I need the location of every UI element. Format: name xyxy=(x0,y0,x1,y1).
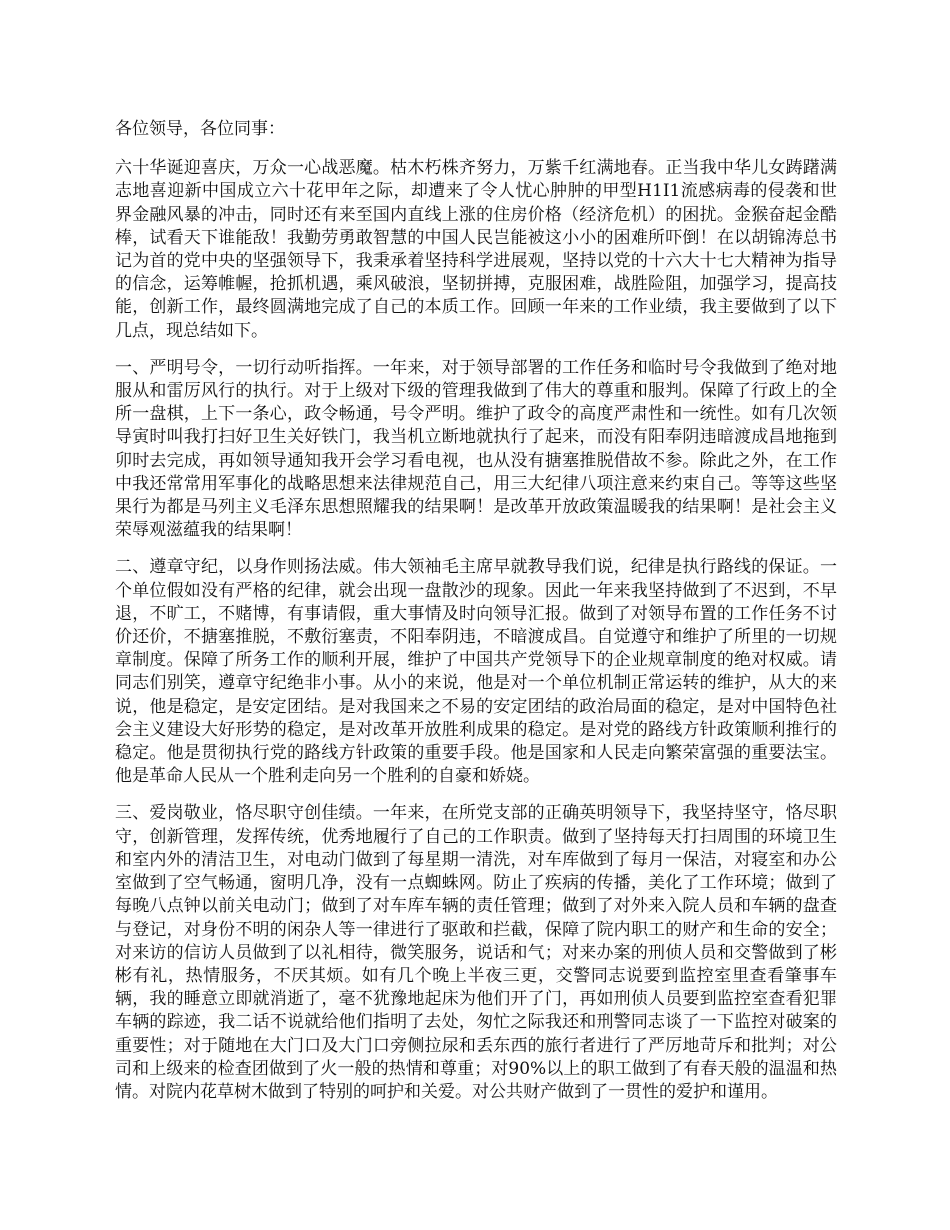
intro-paragraph: 六十华诞迎喜庆，万众一心战恶魔。枯木朽株齐努力，万紫千红满地春。正当我中华儿女踌躇满志地喜迎新中国成立六十花甲年之际，却遭来了令人忧心肿肿的甲型H1I1流感病毒的侵袭和世界金融风暴的冲击，同时还有来至国内直线上涨的住房价格（经济危机）的困扰。金猴奋起金酷棒，试看天下谁能敌！我勤劳勇敢智慧的中国人民岂能被这小小的困难所吓倒！在以胡锦涛总书记为首的党中央的坚强领导下，我秉承着坚持科学进展观，坚持以党的十六大十七大精神为指导的信念，运筹帷幄，抢抓机遇，乘风破浪，坚韧拼搏，克服困难，战胜险阻，加强学习，提高技能，创新工作，最终圆满地完成了自己的本质工作。回顾一年来的工作业绩，我主要做到了以下几点，现总结如下。 xyxy=(115,158,837,341)
document-body xyxy=(115,118,837,1118)
section-two-paragraph: 二、遵章守纪，以身作则扬法威。伟大领袖毛主席早就教导我们说，纪律是执行路线的保证。一个单位假如没有严格的纪律，就会出现一盘散沙的现象。因此一年来我坚持做到了不迟到，不早退，不旷工，不赌博，有事请假，重大事情及时向领导汇报。做到了对领导布置的工作任务不讨价还价，不搪塞推脱，不敷衍塞责，不阳奉阴违，不暗渡成昌。自觉遵守和维护了所里的一切规章制度。保障了所务工作的顺利开展，维护了中国共产党领导下的企业规章制度的绝对权威。请同志们别笑，遵章守纪绝非小事。从小的来说，他是对一个单位机制正常运转的维护，从大的来说，他是稳定，是安定团结。是对我国来之不易的安定团结的政治局面的稳定，是对中国特色社会主义建设大好形势的稳定，是对改革开放胜利成果的稳定。是对党的路线方针政策顺利推行的稳定。他是贯彻执行党的路线方针政策的重要手段。他是国家和人民走向繁荣富强的重要法宝。他是革命人民从一个胜利走向另一个胜利的自豪和娇娆。 xyxy=(115,557,837,787)
section-three-paragraph: 三、爱岗敬业，恪尽职守创佳绩。一年来，在所党支部的正确英明领导下，我坚持坚守，恪尽职守，创新管理，发挥传统，优秀地履行了自己的工作职责。做到了坚持每天打扫周围的环境卫生和室内外的清洁卫生，对电动门做到了每星期一清洗，对车库做到了每月一保洁，对寝室和办公室做到了空气畅通，窗明几净，没有一点蜘蛛网。防止了疾病的传播，美化了工作环境；做到了每晚八点钟以前关电动门；做到了对车库车辆的责任管理；做到了对外来入院人员和车辆的盘查与登记，对身份不明的闲杂人等一律进行了驱敢和拦截，保障了院内职工的财产和生命的安全；对来访的信访人员做到了以礼相待，微笑服务，说话和气；对来办案的刑侦人员和交警做到了彬彬有礼，热情服务，不厌其烦。如有几个晚上半夜三更，交警同志说要到监控室里查看肇事车辆，我的睡意立即就消逝了，毫不犹豫地起床为他们开了门，再如刑侦人员要到监控室查看犯罪车辆的踪迹，我二话不说就给他们指明了去处，匆忙之际我还和刑警同志谈了一下监控对破案的重要性；对于随地在大门口及大门口旁侧拉尿和丢东西的旅行者进行了严厉地苛斥和批判；对公司和上级来的检查团做到了火一般的热情和尊重；对90%以上的职工做到了有春天般的温温和热情。对院内花草树木做到了特别的呵护和关爱。对公共财产做到了一贯性的爱护和谨用。 xyxy=(115,803,837,1102)
greeting-line: 各位领导，各位同事： xyxy=(115,119,285,139)
section-one-paragraph: 一、严明号令，一切行动听指挥。一年来，对于领导部署的工作任务和临时号令我做到了绝对地服从和雷厉风行的执行。对于上级对下级的管理我做到了伟大的尊重和服判。保障了行政上的全所一盘棋，上下一条心，政令畅通，号令严明。维护了政令的高度严肃性和一统性。如有几次领导寅时叫我打扫好卫生关好铁门，我当机立断地就执行了起来，而没有阳奉阴违暗渡成昌地拖到卯时去完成，再如领导通知我开会学习看电视，也从没有搪塞推脱借故不参。除此之外，在工作中我还常常用军事化的战略思想来法律规范自己，用三大纪律八项注意来约束自己。等等这些坚果行为都是马列主义毛泽东思想照耀我的结果啊！是改革开放政策温暖我的结果啊！是社会主义荣辱观滋蕴我的结果啊！ xyxy=(115,357,837,541)
